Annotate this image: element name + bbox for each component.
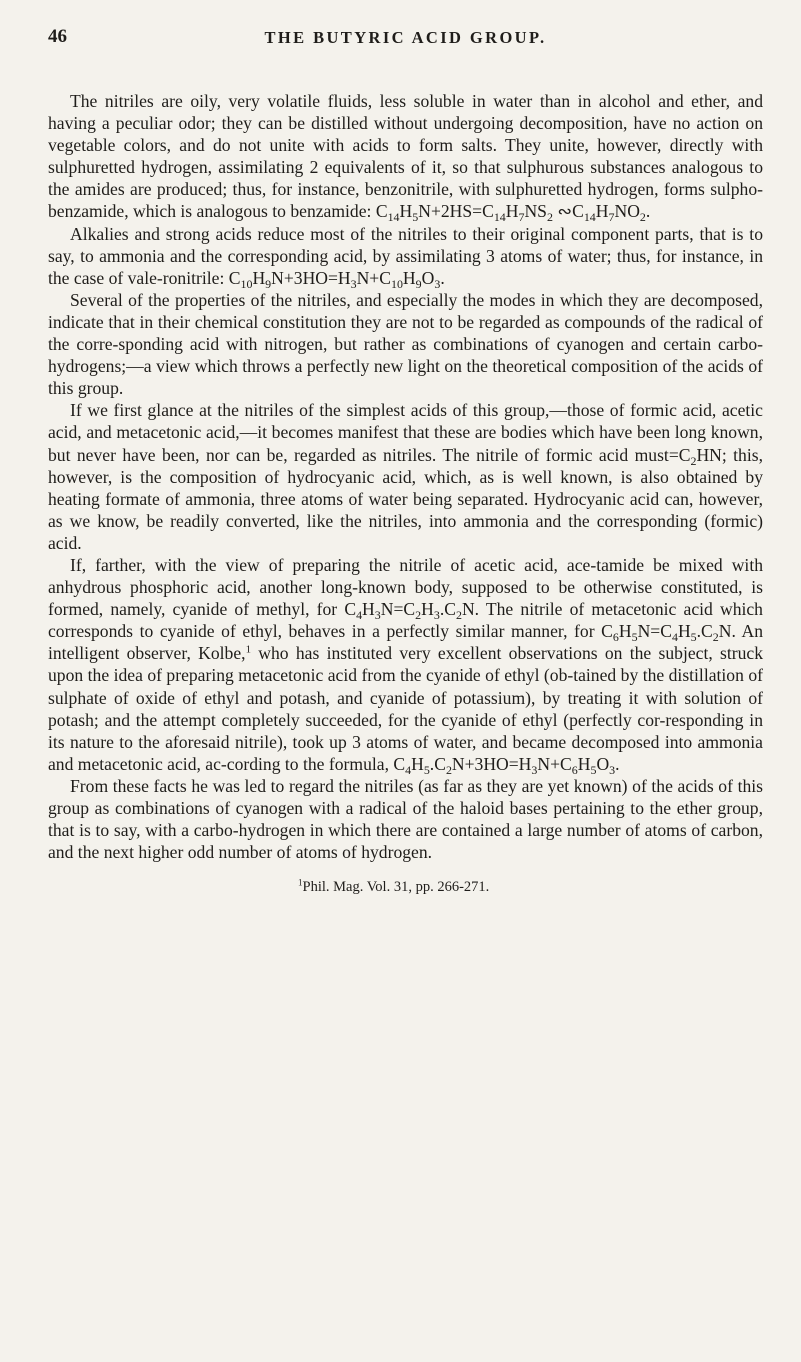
- subscript: 5: [423, 762, 430, 777]
- text-run: .: [440, 267, 445, 288]
- text-run: The nitriles are oily, very volatile fluids, less soluble in water than in alcohol and ether, and having a peculiar odor; they can be distilled without undergoing decomposition, have no action on vegetable colors, and do not unite with acids to form salts. They unite, however, directly with sulphuretted hydrogen, assimilating 2 equivalents of it, so that sulphurous substances analogous to the amides are produced; thus, for instance, benzonitrile, with sulphuretted hydrogen, forms sulpho-benzamide, which is analogous to benzamide: C: [48, 91, 763, 222]
- paragraph: [48, 775, 763, 863]
- text-run: HN; this, however, is the composition of hydrocyanic acid, which, as is well known, is also obtained by heating formate of ammonia, three atoms of water being separated. Hydrocyanic acid can, however, as we know, be readily converted, like the nitriles, into ammonia and the corresponding (formic) acid.: [48, 444, 763, 553]
- text-run: If we first glance at the nitriles of the simplest acids of this group,—those of formic acid, acetic acid, and metacetonic acid,—it becomes manifest that these are bodies which have been long known, but never have been, nor can be, regarded as nitriles. The nitrile of formic acid must=C: [48, 400, 763, 465]
- text-run: N. The nitrile of metacetonic acid which corresponds to cyanide of ethyl, behaves in a perfectly similar manner, for C: [48, 599, 763, 642]
- subscript: 2: [415, 607, 422, 622]
- subscript: 7: [608, 210, 615, 225]
- text-run: H: [595, 201, 609, 222]
- subscript: 3: [433, 607, 440, 622]
- subscript: 2: [639, 210, 646, 225]
- text-run: N+2HS=C: [418, 201, 494, 222]
- paragraph: [48, 399, 763, 554]
- text-run: N=C: [380, 599, 416, 620]
- text-run: N+3HO=H: [451, 753, 532, 774]
- subscript: 9: [415, 276, 422, 291]
- text-run: If, farther, with the view of preparing the nitrile of acetic acid, ace-tamide be mixed with anhydrous phosphoric acid, another long-known body, supposed to be otherwise constituted, is formed, namely, cyanide of methyl, for C: [48, 554, 763, 620]
- text-run: Alkalies and strong acids reduce most of the nitriles to their original component parts, that is to say, to ammonia and the corresponding acid, by assimilating 3 atoms of water; thus, for instance, in the case of vale-ronitrile: C: [48, 223, 763, 288]
- text-run: N+3HO=H: [271, 267, 351, 288]
- subscript: 5: [412, 210, 419, 225]
- subscript: 3: [374, 607, 381, 622]
- text-run: N+C: [356, 267, 391, 288]
- text-run: who has instituted very excellent observations on the subject, struck upon the idea of preparing metacetonic acid from the cyanide of ethyl (ob-tained by the distillation of sulphate of oxide of ethyl and potash, and cyanide of potassium), by treating it with solution of potash; and the attempt completely succeeded, for the cyanide of ethyl (perfectly cor-responding in its nature to the aforesaid nitrile), took up 3 atoms of water, and became decomposed into ammonia and metacetonic acid, ac-cording to the formula, C: [48, 643, 764, 774]
- footnote: [298, 879, 763, 896]
- page-number: 46: [48, 26, 67, 47]
- subscript: 2: [445, 762, 452, 777]
- subscript: 3: [350, 276, 357, 291]
- text-run: Several of the properties of the nitriles, and especially the modes in which they are decomposed, indicate that in their chemical constitution they are not to be regarded as compounds of the radical of the corre-sponding acid with nitrogen, but rather as combinations of cyanogen and certain carbo-hydrogens;—a view which throws a perfectly new light on the theoretical composition of the acids of this group.: [48, 289, 763, 399]
- subscript: 2: [455, 607, 462, 622]
- subscript: 14: [493, 210, 506, 225]
- text-run: NO: [614, 201, 640, 222]
- text-run: H: [399, 201, 413, 222]
- text-run: H: [362, 599, 375, 620]
- subscript: 14: [583, 210, 596, 225]
- text-run: .: [615, 753, 620, 774]
- text-run: N=C: [637, 621, 672, 642]
- text-run: ∾C: [552, 201, 584, 222]
- subscript: 5: [690, 630, 697, 645]
- text-run: H: [402, 267, 416, 288]
- text-run: .: [645, 201, 651, 222]
- subscript: 3: [609, 762, 616, 777]
- subscript: 6: [571, 762, 578, 777]
- body-text: [48, 90, 763, 863]
- text-run: O: [421, 267, 435, 288]
- page-header: [48, 0, 763, 58]
- paragraph: [48, 90, 763, 223]
- subscript: 14: [387, 210, 400, 225]
- subscript: 5: [590, 762, 597, 777]
- footnote-marker: 1: [298, 877, 303, 888]
- subscript: 2: [712, 630, 719, 645]
- text-run: O: [596, 753, 610, 774]
- subscript: 4: [405, 762, 412, 777]
- paragraph: [48, 289, 763, 399]
- text-run: H: [421, 599, 434, 620]
- footnote-ref: 1: [245, 643, 252, 656]
- footnote-text: Phil. Mag. Vol. 31, pp. 266-271.: [302, 879, 490, 896]
- subscript: 2: [690, 453, 697, 468]
- subscript: 10: [240, 276, 253, 291]
- subscript: 2: [546, 210, 553, 225]
- subscript: 7: [518, 210, 525, 225]
- text-run: .C: [439, 599, 456, 620]
- subscript: 5: [631, 630, 638, 645]
- paragraph: [48, 554, 763, 775]
- running-head: THE BUTYRIC ACID GROUP.: [264, 28, 547, 47]
- text-run: .C: [696, 621, 713, 642]
- text-run: NS: [524, 201, 547, 222]
- subscript: 10: [390, 276, 403, 291]
- subscript: 4: [671, 630, 678, 645]
- subscript: 3: [531, 762, 538, 777]
- subscript: 3: [434, 276, 441, 291]
- text-run: H: [505, 201, 519, 222]
- paragraph: [48, 223, 763, 289]
- text-run: H: [577, 753, 591, 774]
- text-run: N. An intelligent observer, Kolbe,: [48, 621, 763, 664]
- text-run: H: [618, 621, 632, 642]
- text-run: H: [252, 267, 266, 288]
- text-run: From these facts he was led to regard the nitriles (as far as they are yet known) of the acids of this group as combinations of cyanogen with a radical of the haloid bases pertaining to the ether group, that is to say, with a carbo-hydrogen in which there are contained a large number of atoms of carbon, and the next higher odd number of atoms of hydrogen.: [48, 775, 763, 863]
- subscript: 4: [356, 607, 363, 622]
- text-run: N+C: [537, 753, 572, 774]
- subscript: 9: [265, 276, 272, 291]
- text-run: .C: [429, 753, 446, 774]
- subscript: 6: [612, 630, 619, 645]
- text-run: H: [411, 753, 424, 774]
- text-run: H: [677, 621, 691, 642]
